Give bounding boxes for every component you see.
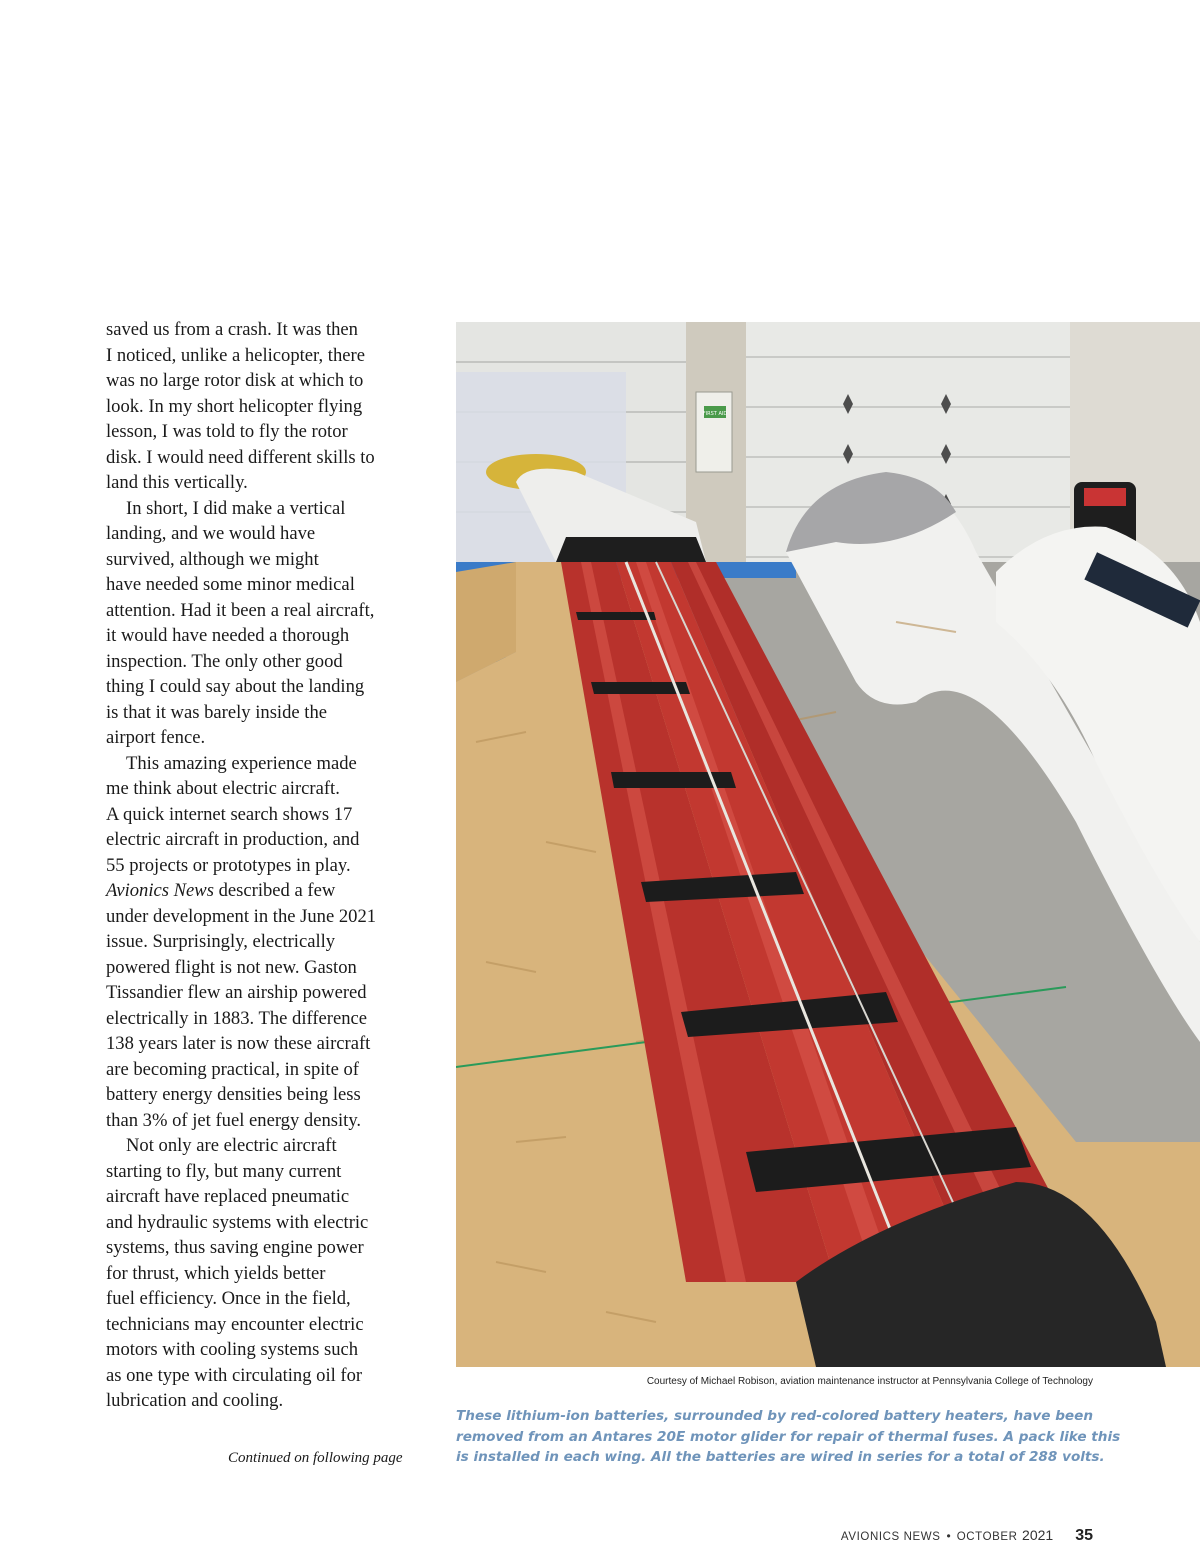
photo-credit: Courtesy of Michael Robison, aviation maintenance instructor at Pennsylvania College of Technology [646, 1376, 1093, 1387]
article-line: lesson, I was told to fly the rotor [106, 421, 348, 442]
caption-line: removed from an Antares 20E motor glider for repair of thermal fuses. A pack like this [456, 1428, 1121, 1445]
article-line: electrically in 1883. The difference [106, 1007, 368, 1029]
first-aid-box [696, 392, 732, 472]
article-line: aircraft have replaced pneumatic [106, 1186, 350, 1207]
article-line: motors with cooling systems such [106, 1339, 359, 1360]
publication-name: Avionics News [106, 880, 214, 901]
article-line: as one type with circulating oil for [106, 1364, 363, 1386]
publication-title: AVIONICS NEWS [840, 1531, 941, 1543]
article-line: was no large rotor disk at which to [106, 370, 364, 391]
page-number: 35 [1075, 1527, 1093, 1544]
article-line: A quick internet search shows 17 [106, 803, 353, 825]
article-line-rest: described a few [213, 880, 336, 901]
article-line: saved us from a crash. It was then [106, 319, 358, 340]
footer-bullet: • [946, 1529, 951, 1543]
article-line: battery energy densities being less [106, 1084, 361, 1105]
article-line: issue. Surprisingly, electrically [106, 931, 336, 952]
article-line: Tissandier flew an airship powered [106, 982, 367, 1003]
continued-note: Continued on following page [228, 1450, 403, 1466]
article-line: survived, although we might [106, 548, 319, 570]
article-line: airport fence. [106, 727, 206, 748]
article-line: me think about electric aircraft. [106, 778, 340, 799]
page-footer [841, 1527, 1093, 1545]
issue-month: OCTOBER [956, 1531, 1018, 1543]
article-line: I noticed, unlike a helicopter, there [106, 344, 365, 366]
article-line: 55 projects or prototypes in play. [106, 854, 351, 876]
article-line: have needed some minor medical [106, 574, 355, 595]
article-line: are becoming practical, in spite of [106, 1058, 359, 1080]
article-line: systems, thus saving engine power [106, 1237, 364, 1258]
article-line: This amazing experience made [126, 752, 357, 774]
article-line: 138 years later is now these aircraft [106, 1033, 371, 1054]
article-line: fuel efficiency. Once in the field, [106, 1288, 351, 1309]
article-line: Not only are electric aircraft [126, 1135, 337, 1156]
article-line: powered flight is not new. Gaston [106, 956, 357, 978]
article-line: inspection. The only other good [106, 650, 343, 672]
article-line: In short, I did make a vertical [126, 497, 346, 519]
photo-caption [456, 1406, 1121, 1468]
caption-line: is installed in each wing. All the batteries are wired in series for a total of 288 volts. [456, 1449, 1105, 1465]
article-line: than 3% of jet fuel energy density. [106, 1109, 362, 1131]
article-body [106, 317, 418, 1414]
article-line: it would have needed a thorough [106, 625, 350, 646]
article-line: electric aircraft in production, and [106, 829, 360, 850]
article-line-italic-lead [106, 878, 418, 904]
article-line: and hydraulic systems with electric [106, 1211, 369, 1233]
issue-year: 2021 [1022, 1527, 1054, 1543]
battery-photo [456, 322, 1200, 1367]
article-line: is that it was barely inside the [106, 701, 328, 723]
first-aid-label: FIRST AID [702, 411, 728, 417]
article-line: technicians may encounter electric [106, 1313, 364, 1335]
article-line: landing, and we would have [106, 523, 316, 544]
article-line: for thrust, which yields better [106, 1262, 326, 1284]
caption-line: These lithium-ion batteries, surrounded by red-colored battery heaters, have been [456, 1408, 1094, 1424]
article-line: disk. I would need different skills to [106, 446, 375, 468]
article-line: under development in the June 2021 [106, 905, 377, 927]
article-line: look. In my short helicopter flying [106, 395, 363, 417]
article-line: thing I could say about the landing [106, 676, 365, 697]
article-line: starting to fly, but many current [106, 1160, 342, 1182]
article-line: attention. Had it been a real aircraft, [106, 599, 375, 621]
article-line: land this vertically. [106, 472, 248, 493]
article-line: lubrication and cooling. [106, 1390, 284, 1411]
